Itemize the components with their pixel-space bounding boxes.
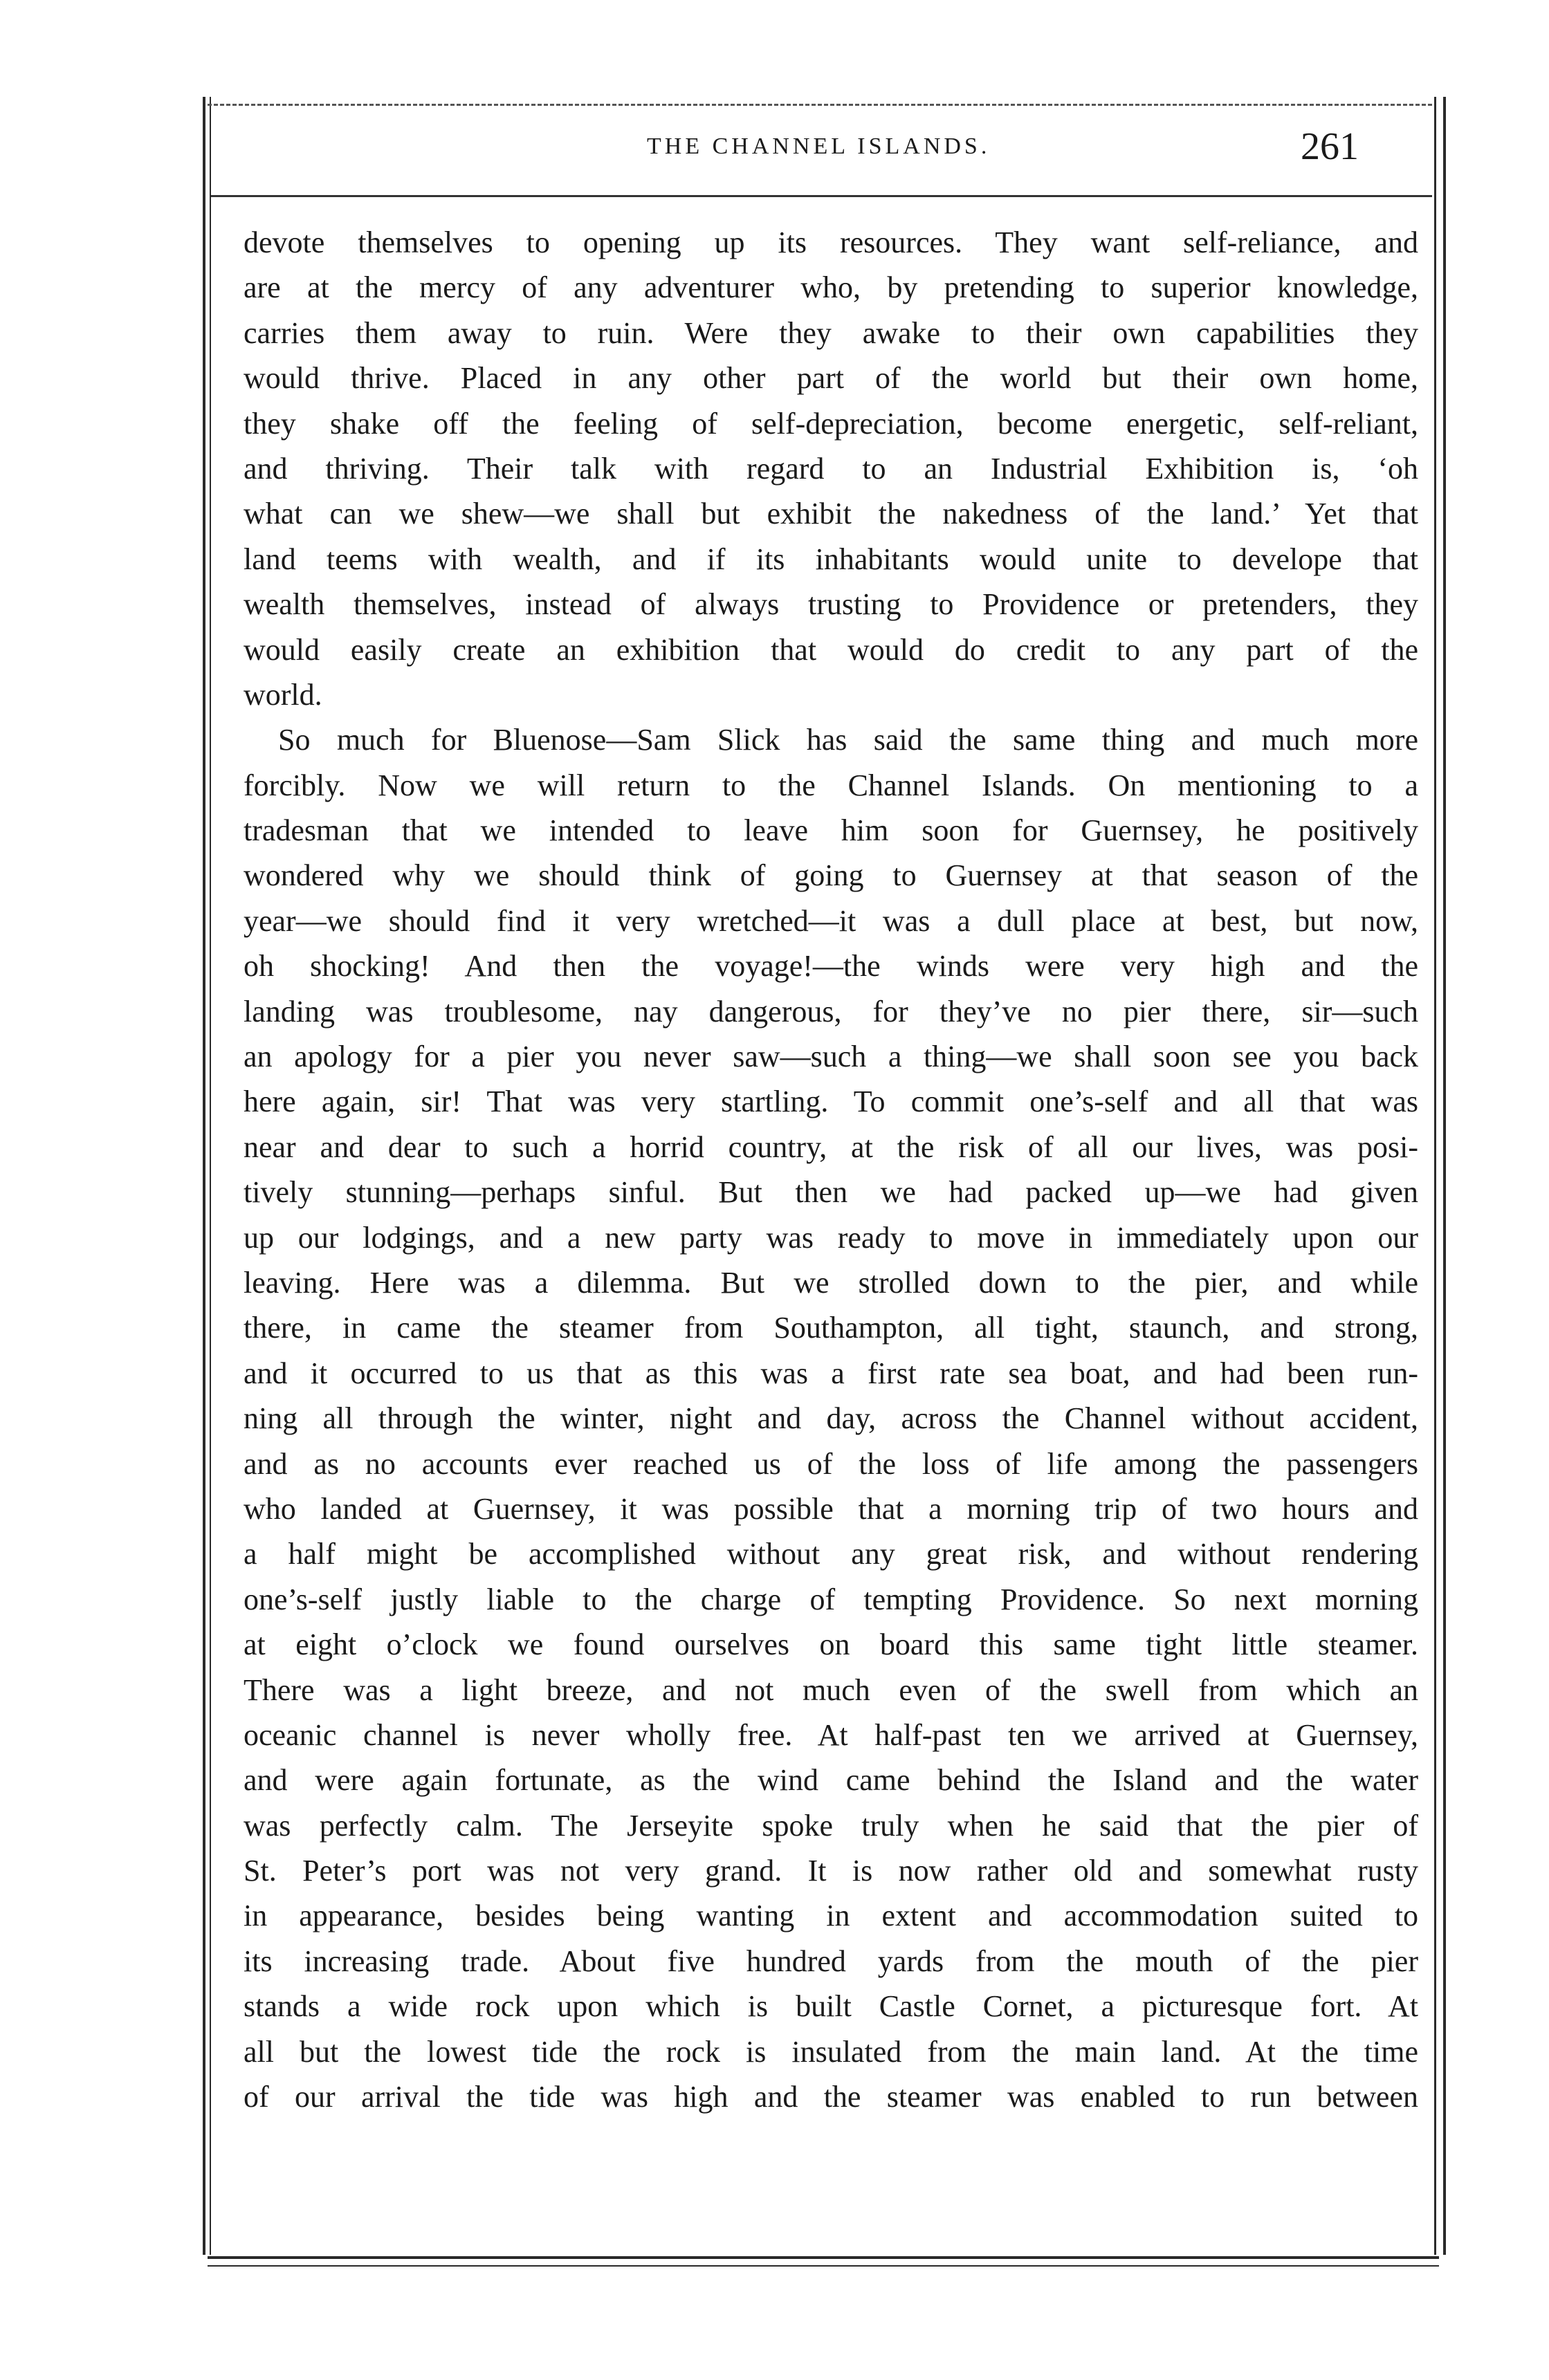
text-line: There was a light breeze, and not much even of the swell from which an bbox=[244, 1672, 1418, 1707]
text-line: wealth themselves, instead of always trusting to Providence or pretenders, they bbox=[244, 587, 1418, 622]
header-rule bbox=[211, 195, 1432, 197]
body-text bbox=[244, 220, 1418, 2119]
text-line: was perfectly calm. The Jerseyite spoke truly when he said that the pier of bbox=[244, 1808, 1418, 1843]
text-line: are at the mercy of any adventurer who, by pretending to superior knowledge, bbox=[244, 270, 1418, 305]
text-line: there, in came the steamer from Southampton, all tight, staunch, and strong, bbox=[244, 1311, 1418, 1345]
text-line: would easily create an exhibition that would do credit to any part of the bbox=[244, 632, 1418, 667]
text-line: and it occurred to us that as this was a first rate sea boat, and had been run- bbox=[244, 1356, 1418, 1390]
text-line: tradesman that we intended to leave him soon for Guernsey, he positively bbox=[244, 813, 1418, 848]
text-line: would thrive. Placed in any other part of the world but their own home, bbox=[244, 361, 1418, 396]
text-line: oceanic channel is never wholly free. At half-past ten we arrived at Guernsey, bbox=[244, 1717, 1418, 1752]
text-line: here again, sir! That was very startling. To commit one’s-self and all that was bbox=[244, 1085, 1418, 1119]
text-line: who landed at Guernsey, it was possible that a morning trip of two hours and bbox=[244, 1491, 1418, 1526]
text-line: they shake off the feeling of self-depreciation, become energetic, self-reliant, bbox=[244, 406, 1418, 441]
text-line: world. bbox=[244, 677, 322, 712]
page-frame-right-rule bbox=[1434, 97, 1446, 2255]
text-line: stands a wide rock upon which is built Castle Cornet, a picturesque fort. At bbox=[244, 1989, 1418, 2024]
page-frame-left-rule bbox=[203, 97, 211, 2255]
text-line: and thriving. Their talk with regard to an Industrial Exhibition is, ‘oh bbox=[244, 451, 1418, 486]
text-line: one’s-self justly liable to the charge of tempting Providence. So next morning bbox=[244, 1582, 1418, 1616]
text-line: tively stunning—perhaps sinful. But then we had packed up—we had given bbox=[244, 1175, 1418, 1210]
text-line: landing was troublesome, nay dangerous, for they’ve no pier there, sir—such bbox=[244, 994, 1418, 1028]
text-line: wondered why we should think of going to Guernsey at that season of the bbox=[244, 858, 1418, 893]
text-line: at eight o’clock we found ourselves on board this same tight little steamer. bbox=[244, 1627, 1418, 1662]
bottom-rule bbox=[208, 2256, 1439, 2259]
page-number: 261 bbox=[1301, 125, 1359, 168]
text-line: oh shocking! And then the voyage!—the winds were very high and the bbox=[244, 949, 1418, 984]
text-line: a half might be accomplished without any great risk, and without rendering bbox=[244, 1537, 1418, 1571]
text-line: year—we should find it very wretched—it was a dull place at best, but now, bbox=[244, 903, 1418, 938]
top-rule bbox=[208, 104, 1432, 106]
text-line: in appearance, besides being wanting in extent and accommodation suited to bbox=[244, 1899, 1418, 1933]
text-line: its increasing trade. About five hundred yards from the mouth of the pier bbox=[244, 1944, 1418, 1978]
running-head: THE CHANNEL ISLANDS. bbox=[647, 133, 991, 159]
bottom-rule-thin bbox=[208, 2265, 1439, 2267]
text-line: land teems with wealth, and if its inhabitants would unite to develope that bbox=[244, 542, 1418, 576]
text-line: an apology for a pier you never saw—such a thing—we shall soon see you back bbox=[244, 1040, 1418, 1074]
text-line: of our arrival the tide was high and the steamer was enabled to run between bbox=[244, 2080, 1418, 2114]
text-line: ning all through the winter, night and day, across the Channel without accident, bbox=[244, 1401, 1418, 1436]
text-line: devote themselves to opening up its resources. They want self-reliance, and bbox=[244, 225, 1418, 259]
text-line: carries them away to ruin. Were they awake to their own capabilities they bbox=[244, 315, 1418, 350]
text-line: So much for Bluenose—Sam Slick has said the same thing and much more bbox=[278, 723, 1418, 757]
text-line: up our lodgings, and a new party was ready to move in immediately upon our bbox=[244, 1220, 1418, 1255]
text-line: what can we shew—we shall but exhibit the nakedness of the land.’ Yet that bbox=[244, 497, 1418, 531]
text-line: and were again fortunate, as the wind came behind the Island and the water bbox=[244, 1763, 1418, 1798]
text-line: leaving. Here was a dilemma. But we strolled down to the pier, and while bbox=[244, 1265, 1418, 1300]
text-line: all but the lowest tide the rock is insulated from the main land. At the time bbox=[244, 2034, 1418, 2069]
text-line: forcibly. Now we will return to the Channel Islands. On mentioning to a bbox=[244, 768, 1418, 802]
text-line: St. Peter’s port was not very grand. It is now rather old and somewhat rusty bbox=[244, 1854, 1418, 1888]
text-line: and as no accounts ever reached us of the loss of life among the passengers bbox=[244, 1446, 1418, 1481]
text-line: near and dear to such a horrid country, at the risk of all our lives, was posi- bbox=[244, 1129, 1418, 1164]
